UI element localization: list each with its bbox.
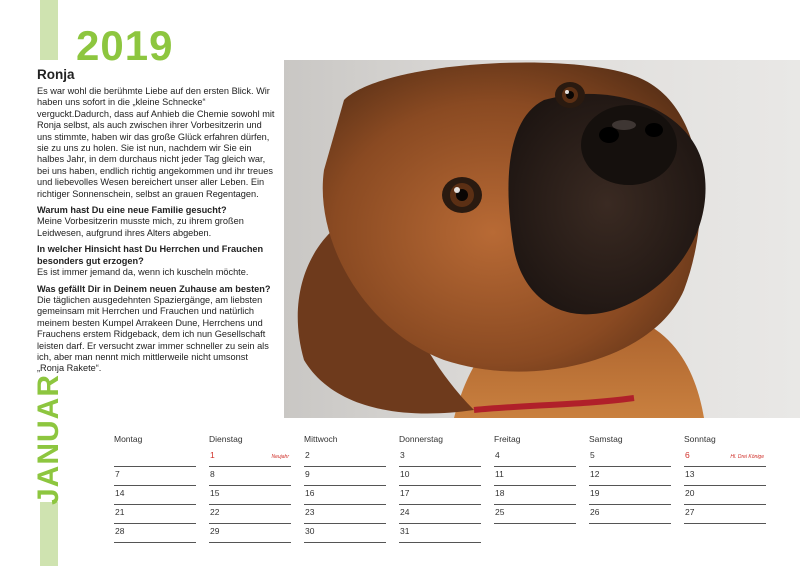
qa-block xyxy=(37,205,277,239)
day-cell xyxy=(209,505,291,524)
day-number: 23 xyxy=(305,507,315,517)
day-cell xyxy=(114,524,196,543)
day-number: 20 xyxy=(685,488,695,498)
day-number: 22 xyxy=(210,507,220,517)
day-cell-empty xyxy=(114,448,196,467)
dog-illustration xyxy=(284,60,800,418)
day-number: 1 xyxy=(210,450,215,460)
day-cell xyxy=(209,486,291,505)
weekday-header: Freitag xyxy=(494,434,521,444)
day-cell xyxy=(209,467,291,486)
day-number: 18 xyxy=(495,488,505,498)
day-number: 10 xyxy=(400,469,410,479)
qa-answer: Die täglichen ausgedehnten Spaziergänge, am liebsten gemeinsam mit Herrchen und Frauchen und natürlich meinem besten Kumpel Arrakeen Dune, Herrchens und Frauchens erstem Ridgeback, dem ich nun Gesellschaft leisten darf. Er versucht zwar immer schneller zu sein als ich, aber man nennt mich mittlerweile nicht umsonst „Ronja Rakete“. xyxy=(37,294,269,374)
day-number: 21 xyxy=(115,507,125,517)
day-number: 2 xyxy=(305,450,310,460)
day-cell xyxy=(494,505,576,524)
day-cell xyxy=(684,467,766,486)
day-cell xyxy=(304,486,386,505)
weekday-header: Sonntag xyxy=(684,434,716,444)
qa-question: Warum hast Du eine neue Familie gesucht? xyxy=(37,205,227,216)
day-cell xyxy=(399,505,481,524)
weekday-header: Mittwoch xyxy=(304,434,338,444)
weekday-header: Dienstag xyxy=(209,434,243,444)
day-cell xyxy=(114,467,196,486)
qa-block xyxy=(37,284,277,375)
weekday-header: Donnerstag xyxy=(399,434,443,444)
day-number: 19 xyxy=(590,488,600,498)
holiday-label: Neujahr xyxy=(271,454,289,460)
day-cell xyxy=(304,467,386,486)
day-cell xyxy=(304,524,386,543)
day-number: 29 xyxy=(210,526,220,536)
day-number: 24 xyxy=(400,507,410,517)
day-number: 16 xyxy=(305,488,315,498)
accent-bar-top xyxy=(40,0,58,60)
day-cell xyxy=(589,467,671,486)
day-cell xyxy=(114,505,196,524)
dog-story xyxy=(37,67,277,380)
day-cell xyxy=(494,486,576,505)
day-number: 15 xyxy=(210,488,220,498)
weekday-header: Samstag xyxy=(589,434,623,444)
day-cell xyxy=(589,448,671,467)
day-number: 12 xyxy=(590,469,600,479)
qa-block xyxy=(37,244,277,278)
qa-question: Was gefällt Dir in Deinem neuen Zuhause am besten? xyxy=(37,283,271,294)
day-number: 6 xyxy=(685,450,690,460)
qa-answer: Meine Vorbesitzerin musste mich, zu ihrem großen Leidwesen, aufgrund ihres Alters abgeben. xyxy=(37,216,244,238)
holiday-label: Hl. Drei Könige xyxy=(730,454,764,460)
day-cell xyxy=(399,448,481,467)
day-number: 14 xyxy=(115,488,125,498)
day-number: 28 xyxy=(115,526,125,536)
day-cell xyxy=(494,467,576,486)
day-cell xyxy=(209,448,291,467)
story-title: Ronja xyxy=(37,67,75,82)
day-number: 30 xyxy=(305,526,315,536)
day-number: 31 xyxy=(400,526,410,536)
qa-question: In welcher Hinsicht hast Du Herrchen und Frauchen besonders gut erzogen? xyxy=(37,244,264,266)
day-cell xyxy=(304,448,386,467)
story-intro: Es war wohl die berühmte Liebe auf den ersten Blick. Wir haben uns sofort in die „kleine Schnecke“ verguckt.Dadurch, dass auf Anhieb die Chemie sowohl mit Ronja selbst, als auch zwischen ihrer Vorbesitzerin und uns stimmte, haben wir das große Glück erfahren dürfen, sie zu uns zu holen. Sie ist nun, nachdem wir Sie ein halbes Jahr, in dem durchaus nicht jeder Tag gleich war, bei uns haben, endlich richtig angekommen und ihr treues und liebevolles Wesen bereichert unser aller Leben. Ein richtiger Sonnenschein, selbst an grauen Regentagen. xyxy=(37,86,275,199)
day-cell xyxy=(304,505,386,524)
day-cell xyxy=(684,448,766,467)
day-cell xyxy=(684,486,766,505)
day-cell xyxy=(209,524,291,543)
accent-bar-bottom xyxy=(40,502,58,566)
day-number: 9 xyxy=(305,469,310,479)
dog-photo xyxy=(284,60,800,418)
month-label: JANUAR xyxy=(32,373,65,505)
qa-answer: Es ist immer jemand da, wenn ich kuscheln möchte. xyxy=(37,267,249,278)
day-number: 7 xyxy=(115,469,120,479)
day-number: 25 xyxy=(495,507,505,517)
day-number: 4 xyxy=(495,450,500,460)
day-number: 5 xyxy=(590,450,595,460)
year-heading: 2019 xyxy=(76,22,174,69)
day-cell xyxy=(114,486,196,505)
day-number: 3 xyxy=(400,450,405,460)
day-cell xyxy=(399,467,481,486)
day-number: 11 xyxy=(495,469,504,479)
day-number: 13 xyxy=(685,469,695,479)
day-cell xyxy=(494,448,576,467)
day-number: 8 xyxy=(210,469,215,479)
day-cell xyxy=(399,524,481,543)
day-cell xyxy=(589,486,671,505)
day-cell xyxy=(589,505,671,524)
day-number: 26 xyxy=(590,507,600,517)
weekday-header: Montag xyxy=(114,434,143,444)
day-cell xyxy=(399,486,481,505)
day-number: 27 xyxy=(685,507,695,517)
day-number: 17 xyxy=(400,488,410,498)
day-cell xyxy=(684,505,766,524)
